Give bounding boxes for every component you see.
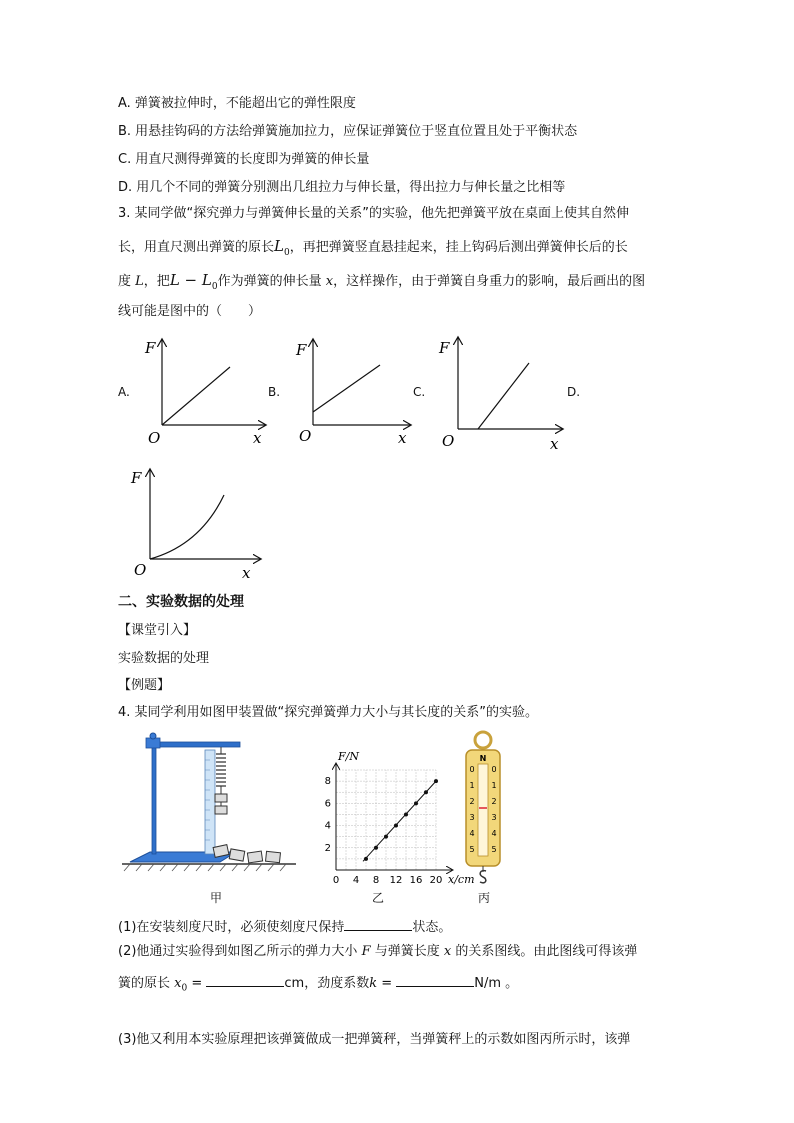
- scale-right-tick: 0: [491, 765, 497, 774]
- figure-chart: [306, 740, 476, 890]
- x0-symbol: $x_0$: [174, 976, 188, 994]
- intro-tag: 【课堂引入】: [118, 623, 197, 638]
- option-a-q2: A. 弹簧被拉伸时，不能超出它的弹性限度: [118, 96, 356, 111]
- graph-b-line: [313, 365, 380, 412]
- chart-point: [364, 857, 368, 861]
- caption-yi: 乙: [372, 891, 385, 905]
- q3-option-label-c: C.: [413, 385, 426, 399]
- scale-left-tick: 3: [469, 813, 475, 822]
- chart-point: [384, 835, 388, 839]
- scale-right-tick: 4: [491, 829, 497, 838]
- graph-b: [292, 335, 417, 447]
- scale-left-tick: 2: [469, 797, 475, 806]
- graph-a-x-label: x: [253, 429, 262, 447]
- caption-bing: 丙: [478, 891, 491, 905]
- graph-d-O-label: O: [134, 561, 147, 579]
- example-tag: 【例题】: [118, 678, 171, 693]
- blank-1[interactable]: [344, 916, 412, 931]
- chart-y-tick: 2: [324, 842, 331, 854]
- graph-c-line: [478, 363, 529, 429]
- q4-part2-line2: 簧的原长 $x_0$ = cm，劲度系数k = N/m 。: [118, 972, 518, 999]
- chart-point: [434, 779, 438, 783]
- chart-point: [394, 824, 398, 828]
- q3-L: L: [135, 274, 144, 289]
- q4-part2: (2)他通过实验得到如图乙所示的弹力大小 F 与弹簧长度 x 的关系图线。由此图线可得该弹: [118, 944, 638, 959]
- q4-part1: (1)在安装刻度尺时，必须使刻度尺保持 状态。: [118, 916, 451, 938]
- q3-line3d: ，这样操作，由于弹簧自身重力的影响，最后画出的图: [333, 274, 646, 289]
- graph-a: [140, 335, 270, 447]
- scale-right-tick: 5: [491, 845, 497, 854]
- scale-right-tick: 2: [491, 797, 497, 806]
- graph-b-F-label: F: [296, 341, 307, 359]
- caption-jia: 甲: [210, 891, 223, 905]
- graph-d: [130, 465, 265, 583]
- figure-spring-scale: [458, 730, 508, 885]
- q4-part3: (3)他又利用本实验原理把该弹簧做成一把弹簧秤，当弹簧秤上的示数如图丙所示时，该弹: [118, 1032, 631, 1047]
- graph-c-F-label: F: [439, 339, 450, 357]
- graph-b-x-label: x: [398, 429, 407, 447]
- q3-x: x: [325, 274, 334, 289]
- chart-point: [414, 801, 418, 805]
- q3-line3: [118, 270, 645, 297]
- graph-a-F-label: F: [145, 339, 156, 357]
- chart-y-tick: 6: [324, 798, 331, 810]
- section-heading: 二、实验数据的处理: [118, 594, 244, 610]
- chart-x-tick: 4: [352, 875, 360, 886]
- graph-d-x-label: x: [242, 564, 251, 582]
- q3-line2: [118, 236, 628, 263]
- q3-line4: 线可能是图中的（ ）: [118, 304, 262, 319]
- chart-x-label: x/cm: [448, 873, 475, 886]
- q3-option-label-d: D.: [567, 385, 581, 399]
- chart-x-tick: 0: [332, 875, 340, 886]
- scale-left-tick: 4: [469, 829, 475, 838]
- scale-left-tick: 0: [469, 765, 475, 774]
- chart-y-tick: 4: [324, 820, 331, 832]
- graph-d-curve: [150, 495, 224, 559]
- q4-stem: 4. 某同学利用如图甲装置做“探究弹簧弹力大小与其长度的关系”的实验。: [118, 705, 539, 720]
- chart-point: [374, 846, 378, 850]
- scale-left-tick: 5: [469, 845, 475, 854]
- graph-a-O-label: O: [148, 429, 161, 447]
- q3-line2a: 长，用直尺测出弹簧的原长: [118, 240, 275, 255]
- chart-x-tick: 8: [372, 875, 380, 886]
- q3-LminusL0: $L - L_0$: [169, 271, 218, 292]
- option-b-q2: B. 用悬挂钩码的方法给弹簧施加拉力，应保证弹簧位于竖直位置且处于平衡状态: [118, 124, 578, 139]
- chart-y-tick: 8: [324, 776, 331, 788]
- chart-y-label: F/N: [338, 750, 359, 763]
- graph-a-line: [162, 367, 230, 425]
- option-d-q2: D. 用几个不同的弹簧分别测出几组拉力与伸长量，得出拉力与伸长量之比相等: [118, 180, 566, 195]
- graph-d-F-label: F: [131, 469, 142, 487]
- chart-x-tick: 16: [409, 875, 423, 886]
- q3-option-label-a: A.: [118, 385, 130, 399]
- chart-point: [424, 790, 428, 794]
- q3-line2b: ，再把弹簧竖直悬挂起来，挂上钩码后测出弹簧伸长后的长: [289, 240, 628, 255]
- q3-L0: $L_0$: [274, 237, 290, 258]
- chart-point: [404, 812, 408, 816]
- q3-line3a: 度: [118, 274, 132, 289]
- graph-c-x-label: x: [550, 435, 559, 453]
- graph-c-O-label: O: [442, 432, 455, 450]
- figure-apparatus: [120, 730, 300, 875]
- chart-x-tick: 12: [389, 875, 403, 886]
- q3-line3b: ，把: [143, 274, 170, 289]
- scale-right-tick: 1: [491, 781, 497, 790]
- q3-option-label-b: B.: [268, 385, 281, 399]
- graph-c: [438, 333, 568, 451]
- scale-right-tick: 3: [491, 813, 497, 822]
- blank-2[interactable]: [206, 972, 284, 987]
- intro-text: 实验数据的处理: [118, 651, 210, 666]
- scale-top-label: N: [479, 754, 487, 763]
- chart-x-tick: 20: [429, 875, 443, 886]
- blank-3[interactable]: [396, 972, 474, 987]
- graph-b-O-label: O: [299, 427, 312, 445]
- scale-left-tick: 1: [469, 781, 475, 790]
- option-c-q2: C. 用直尺测得弹簧的长度即为弹簧的伸长量: [118, 152, 370, 167]
- q3-line1: 3. 某同学做“探究弹力与弹簧伸长量的关系”的实验，他先把弹簧平放在桌面上使其自然伸: [118, 206, 630, 221]
- q3-line3c: 作为弹簧的伸长量: [217, 274, 322, 289]
